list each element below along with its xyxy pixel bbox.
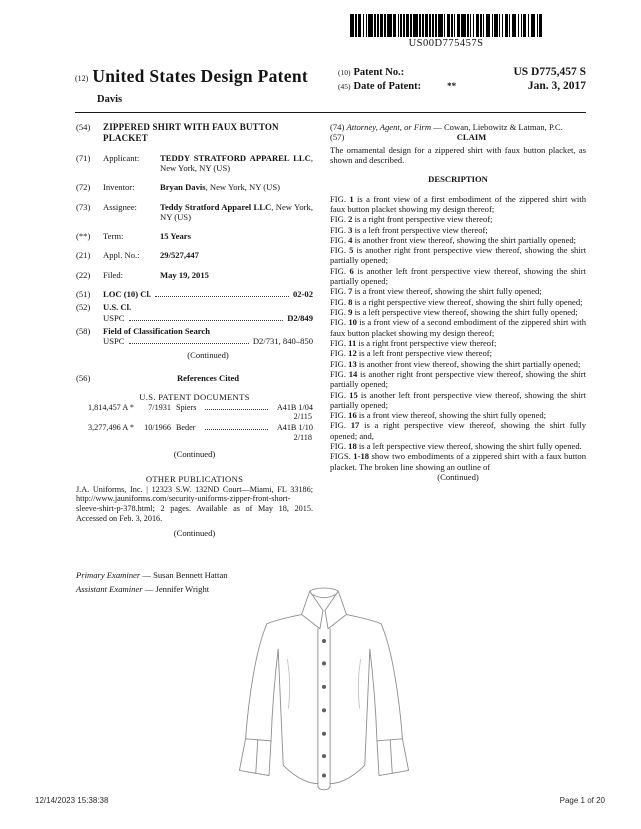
fig-number: 16	[348, 410, 357, 421]
fig-prefix: FIG.	[330, 420, 351, 431]
claim-heading: CLAIM	[456, 132, 487, 143]
fig-prefix: FIG.	[330, 265, 350, 276]
figure-description	[330, 348, 586, 358]
dot-leader	[155, 296, 289, 297]
field-code: (21)	[76, 250, 91, 261]
ref-name: Beder	[175, 423, 196, 433]
kind-code: (12)	[75, 74, 89, 83]
other-publications-text: J.A. Uniforms, Inc. | 12323 S.W. 132ND Court—Miami, FL 33186; http://www.jauniforms.com/security-uniforms-zipper-front-short-sleeve-shirt-p-378.html; 2 pages. Available as of May 18, 2015. Accessed on Feb. 3, 2016.	[76, 484, 313, 524]
fig-text: is another right front perspective view thereof, showing the shirt partially opened;	[330, 245, 586, 266]
reference-row	[76, 403, 313, 423]
fig-text: is a front view thereof, showing the shirt fully opened;	[356, 410, 547, 421]
left-column	[76, 122, 313, 597]
fig-number: 10	[348, 317, 357, 328]
assignee-value	[160, 202, 313, 223]
header	[75, 66, 586, 105]
patent-no-label: Patent No.:	[353, 67, 405, 78]
field-search-value: D2/731, 840–850	[252, 336, 313, 347]
ref-name: Spiers	[175, 402, 197, 412]
shirt-figure	[224, 586, 424, 802]
body-columns	[76, 122, 586, 597]
filed-value: May 19, 2015	[160, 269, 209, 280]
fig-prefix: FIG.	[330, 296, 349, 307]
left-cuff	[239, 739, 271, 776]
fig-prefix: FIG.	[330, 286, 349, 297]
claim-heading-row	[330, 132, 586, 142]
inventor-label: Inventor:	[103, 182, 135, 193]
fig-prefix: FIG.	[330, 441, 349, 452]
applicant-value	[160, 153, 313, 174]
right-cuff	[377, 739, 409, 776]
us-patent-documents-heading: U.S. PATENT DOCUMENTS	[139, 392, 250, 403]
invention-title: ZIPPERED SHIRT WITH FAUX BUTTON PLACKET	[103, 122, 279, 143]
loc-label: LOC (10) Cl.	[103, 289, 151, 300]
field-code: (51)	[76, 289, 91, 300]
term-row	[76, 231, 313, 241]
field-code: (74)	[330, 122, 345, 132]
field-code: (**)	[76, 231, 91, 242]
fig-text: is another front view thereof, showing the shirt partially opened;	[356, 358, 581, 369]
field-search-row	[76, 326, 313, 360]
references-section	[76, 373, 313, 383]
shirt-front-view-drawing	[224, 586, 424, 802]
fig-number: 7	[348, 286, 353, 297]
fig-text: is a right front perspective view thereof;	[352, 214, 493, 225]
appl-no-label: Appl. No.:	[103, 250, 140, 261]
fig-prefix: FIG.	[330, 389, 350, 400]
appl-no-value: 29/527,447	[160, 250, 199, 261]
fig-number: 8	[348, 296, 353, 307]
figure-description	[330, 441, 586, 451]
dot-leader	[129, 343, 249, 344]
fig-text: show two embodiments of a zippered shirt with a faux button placket. The broken line showing an outline of	[330, 451, 586, 472]
figure-description	[330, 317, 586, 338]
filed-label: Filed:	[103, 269, 124, 280]
barcode-number: US00D775457S	[408, 38, 484, 49]
figure-description	[330, 390, 586, 411]
assignee-name: Teddy Stratford Apparel LLC	[160, 201, 272, 212]
applicant-label: Applicant:	[103, 152, 140, 163]
figure-description	[330, 235, 586, 245]
fig-text: is another front view thereof, showing the shirt partially opened;	[352, 234, 577, 245]
field-code: (71)	[76, 152, 91, 163]
term-label: Term:	[103, 231, 124, 242]
assignee-address: , New York, NY (US)	[160, 201, 313, 222]
reference-row	[76, 423, 313, 443]
applicant-name: TEDDY STRATFORD APPAREL LLC	[160, 152, 311, 163]
fig-number: 12	[348, 348, 357, 359]
inventor-address: , New York, NY (US)	[205, 182, 281, 193]
fig-prefix: FIG.	[330, 337, 349, 348]
page-title: United States Design Patent	[92, 66, 308, 86]
figure-description	[330, 338, 586, 348]
fig-prefix: FIG.	[330, 224, 349, 235]
field-code: (54)	[76, 122, 91, 132]
uspc-line	[103, 313, 313, 323]
button	[322, 661, 326, 665]
ref-date: 7/1931	[148, 402, 171, 412]
footer-page-number: Page 1 of 20	[559, 796, 605, 805]
fig-text: is a left front perspective view thereof;	[356, 348, 493, 359]
ref-number: 1,814,457 A *	[88, 402, 134, 412]
field-code: (58)	[76, 326, 91, 337]
right-sleeve	[381, 624, 402, 739]
fig-text: is another left front perspective view thereof, showing the shirt partially opened;	[330, 389, 586, 410]
left-body-side	[278, 649, 283, 765]
figure-description	[330, 297, 586, 307]
fig-number: 14	[348, 368, 358, 379]
ref-subclass: 2/115	[293, 412, 312, 422]
placket-bottom	[318, 787, 330, 790]
figure-description	[330, 307, 586, 317]
ref-number: 3,277,496 A *	[88, 423, 134, 433]
barcode-block	[328, 14, 564, 49]
ref-class: A41B 1/10	[276, 423, 313, 433]
us-class-content	[103, 302, 313, 323]
loc-class-row	[76, 289, 313, 299]
fig-number: 11	[348, 337, 357, 348]
figure-description	[330, 225, 586, 235]
continued-note: (Continued)	[187, 349, 229, 360]
field-code: (22)	[76, 269, 91, 280]
dot-leader	[129, 320, 284, 321]
inventor-row	[76, 182, 313, 192]
field-code: (52)	[76, 302, 91, 313]
fig-text: is another right front perspective view thereof, showing the shirt partially opened;	[330, 368, 586, 390]
fig-prefix: FIG.	[330, 214, 349, 225]
right-collar-flap	[325, 591, 346, 629]
fig-text: is a right front perspective view thereof;	[356, 337, 497, 348]
fig-text: is a left perspective view thereof, showing the shirt fully opened;	[352, 307, 578, 317]
right-shoulder	[346, 615, 381, 624]
fig-number: 2	[348, 214, 353, 225]
figure-description	[330, 359, 586, 369]
loc-value: 02-02	[292, 289, 313, 300]
header-divider	[75, 112, 586, 113]
attorney-label: Attorney, Agent, or Firm	[346, 122, 432, 132]
applicant-row	[76, 153, 313, 174]
assistant-examiner-name: — Jennifer Wright	[142, 583, 210, 594]
fig-text: is another left front perspective view thereof, showing the shirt partially opened;	[330, 265, 586, 287]
figure-description	[330, 410, 586, 420]
us-cl-label: U.S. Cl.	[103, 302, 132, 313]
hem-right	[330, 765, 365, 783]
button	[322, 685, 326, 689]
primary-examiner-line	[76, 570, 313, 580]
hem-left	[283, 765, 318, 783]
figure-description	[330, 369, 586, 390]
left-collar-flap	[302, 591, 323, 629]
field-search-uspc-line	[103, 336, 313, 346]
assignee-label: Assignee:	[103, 201, 137, 212]
figure-description	[330, 451, 586, 472]
invention-title-row	[76, 122, 313, 144]
fig-number: 4	[348, 234, 353, 245]
header-title-block	[75, 66, 308, 87]
appl-no-row	[76, 250, 313, 260]
button	[322, 773, 326, 777]
uspc-label: USPC	[103, 312, 125, 323]
fig-text: is a left front perspective view thereof;	[352, 224, 488, 235]
patent-number-line	[338, 66, 586, 78]
assignee-row	[76, 202, 313, 223]
collar-band	[310, 588, 339, 591]
continued-note: (Continued)	[173, 527, 216, 538]
assistant-examiner-label: Assistant Examiner	[76, 583, 143, 594]
fig-prefix: FIG.	[330, 307, 349, 317]
ref-subclass: 2/118	[293, 433, 312, 443]
field-code: (73)	[76, 201, 91, 212]
figure-description	[330, 420, 586, 441]
us-class-row	[76, 302, 313, 323]
field-code: (56)	[76, 372, 91, 383]
left-sleeve	[246, 624, 267, 739]
fig-prefix: FIG.	[330, 368, 349, 379]
fig-text: is a front view of a first embodiment of the zippered shirt with faux button placket showing my design thereof;	[330, 193, 586, 214]
button	[322, 732, 326, 736]
fig-text: is a left perspective view thereof, showing the shirt fully opened.	[356, 441, 582, 452]
figure-description	[330, 214, 586, 224]
figure-description	[330, 286, 586, 296]
continued-note: (Continued)	[437, 472, 479, 482]
uspc-label: USPC	[103, 336, 125, 347]
fig-text: is a front view thereof, showing the shirt fully opened;	[352, 286, 542, 297]
filed-row	[76, 270, 313, 280]
other-publications-heading: OTHER PUBLICATIONS	[145, 474, 244, 485]
fig-prefix: FIGS.	[330, 451, 354, 462]
figure-description	[330, 266, 586, 287]
fig-number: 9	[348, 307, 353, 317]
inventor-name: Bryan Davis	[160, 182, 206, 193]
fig-number: 1-18	[353, 451, 370, 462]
figure-descriptions	[330, 194, 586, 472]
reference-list	[76, 403, 313, 443]
field-search-label: Field of Classification Search	[103, 326, 211, 337]
fig-prefix: FIG.	[330, 358, 349, 369]
figure-description	[330, 245, 586, 266]
right-body-side	[365, 649, 370, 765]
fig-number: 17	[350, 420, 360, 431]
patent-no-value: US D775,457 S	[513, 66, 586, 78]
fig-number: 3	[348, 224, 353, 235]
references-heading: References Cited	[176, 372, 240, 383]
inventor-value	[160, 182, 313, 192]
dot-leader	[205, 409, 267, 410]
barcode-image	[328, 14, 564, 37]
fig-prefix: FIG.	[330, 317, 349, 328]
fig-number: 1	[349, 193, 354, 204]
date-code: (45)	[338, 82, 351, 91]
fig-prefix: FIG.	[330, 234, 349, 245]
description-heading: DESCRIPTION	[428, 174, 488, 185]
field-code: (57)	[330, 132, 345, 143]
fig-prefix: FIG.	[330, 348, 349, 359]
fig-number: 15	[349, 389, 358, 400]
ref-date: 10/1966	[144, 423, 171, 433]
date-value: Jan. 3, 2017	[527, 80, 586, 92]
loc-class-line	[103, 289, 313, 299]
footer-timestamp: 12/14/2023 15:38:38	[35, 796, 109, 805]
date-label: Date of Patent:	[353, 81, 422, 92]
ref-class: A41B 1/04	[276, 402, 313, 412]
button	[322, 708, 326, 712]
attorney-row	[330, 122, 586, 132]
field-search-content	[103, 326, 313, 360]
button	[322, 754, 326, 758]
fig-prefix: FIG.	[330, 193, 350, 204]
header-patent-info	[338, 66, 586, 94]
fig-number: 5	[349, 245, 354, 256]
right-column	[330, 122, 586, 597]
field-code: (72)	[76, 182, 91, 193]
figure-description	[330, 194, 586, 215]
fig-number: 18	[348, 441, 357, 452]
term-extension-stars: **	[447, 81, 457, 91]
left-shoulder	[267, 615, 302, 624]
continued-note: (Continued)	[173, 448, 216, 459]
inventor-surname: Davis	[97, 94, 123, 105]
fig-text: is a front view of a second embodiment of the zippered shirt with faux button placket showing my design thereof;	[330, 317, 586, 338]
fig-prefix: FIG.	[330, 410, 349, 421]
fig-number: 13	[348, 358, 357, 369]
uspc-value: D2/849	[287, 312, 313, 323]
applicant-address: , New York, NY (US)	[160, 152, 313, 173]
term-value: 15 Years	[160, 231, 191, 242]
dot-leader	[205, 429, 268, 430]
fig-prefix: FIG.	[330, 245, 350, 256]
claim-text: The ornamental design for a zippered shirt with faux button placket, as shown and described.	[330, 144, 586, 165]
fig-text: is a right perspective view thereof, showing the shirt fully opened;	[352, 296, 583, 307]
patent-no-code: (10)	[338, 68, 351, 77]
primary-examiner-label: Primary Examiner	[76, 570, 141, 581]
fig-text: is a right perspective view thereof, showing the shirt fully opened; and,	[330, 420, 586, 441]
fig-number: 6	[349, 265, 354, 276]
placket-buttons	[322, 639, 326, 778]
primary-examiner-name: — Susan Bennett Hattan	[140, 570, 228, 581]
button	[322, 639, 326, 643]
date-of-patent-line	[338, 80, 586, 92]
attorney-value: — Cowan, Liebowitz & Latman, P.C.	[431, 122, 563, 132]
